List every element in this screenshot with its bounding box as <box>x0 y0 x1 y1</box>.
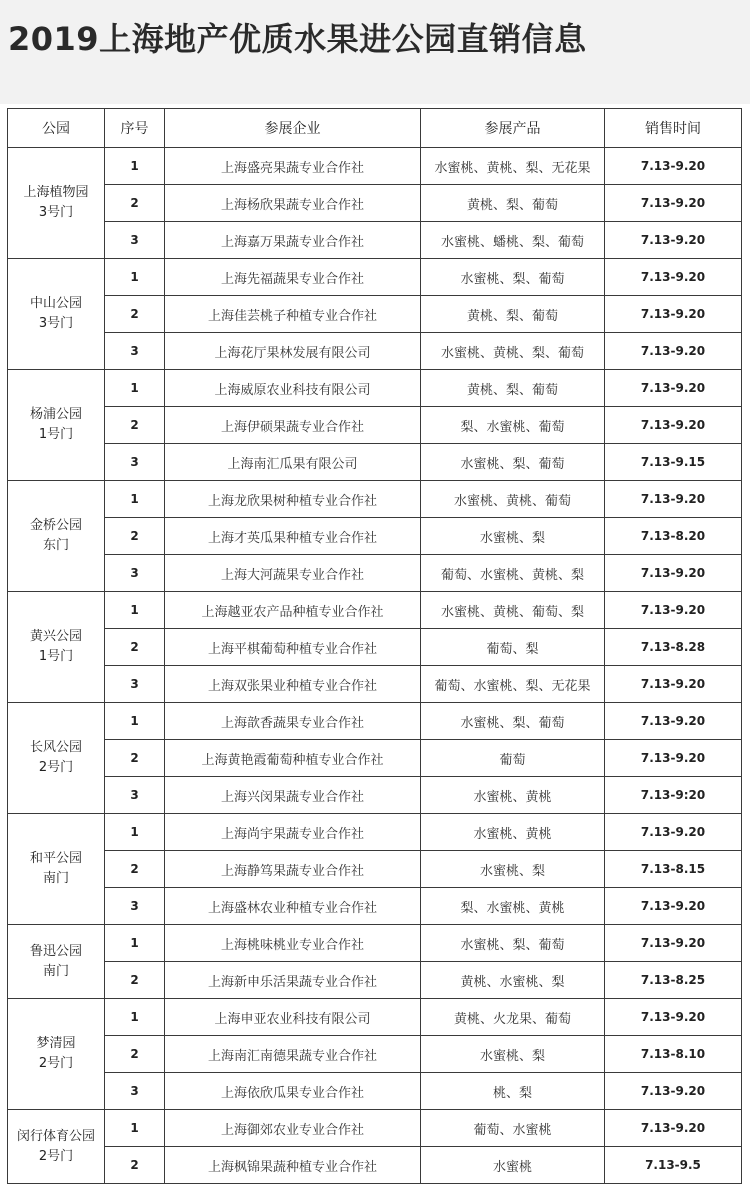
company-cell: 上海才英瓜果种植专业合作社 <box>165 518 421 555</box>
table-sheet <box>0 104 750 1187</box>
table-row <box>8 333 742 370</box>
products-cell: 梨、水蜜桃、黄桃 <box>421 888 605 925</box>
park-name: 金桥公园 <box>29 518 82 533</box>
products-cell: 水蜜桃、黄桃、葡萄、梨 <box>421 592 605 629</box>
table-body <box>8 148 742 1184</box>
row-number-cell: 2 <box>105 740 165 777</box>
products-cell: 葡萄、水蜜桃 <box>421 1110 605 1147</box>
row-number-cell: 3 <box>105 222 165 259</box>
table-row <box>8 814 742 851</box>
park-gate: 3号门 <box>38 205 74 220</box>
row-number-cell: 1 <box>105 703 165 740</box>
park-name-cell <box>8 148 105 259</box>
sale-period-cell: 7.13-9.20 <box>605 703 742 740</box>
company-cell: 上海先福蔬果专业合作社 <box>165 259 421 296</box>
row-number-cell: 2 <box>105 185 165 222</box>
row-number-cell: 2 <box>105 518 165 555</box>
table-row <box>8 666 742 703</box>
row-number-cell: 2 <box>105 407 165 444</box>
row-number-cell: 1 <box>105 925 165 962</box>
table-row <box>8 777 742 814</box>
company-cell: 上海黄艳霞葡萄种植专业合作社 <box>165 740 421 777</box>
sale-period-cell: 7.13-9.5 <box>605 1147 742 1184</box>
products-cell: 黄桃、水蜜桃、梨 <box>421 962 605 999</box>
header-park: 公园 <box>8 109 105 148</box>
table-row <box>8 481 742 518</box>
park-name-cell <box>8 1110 105 1184</box>
company-cell: 上海申亚农业科技有限公司 <box>165 999 421 1036</box>
sale-period-cell: 7.13-9.20 <box>605 1073 742 1110</box>
company-cell: 上海嘉万果蔬专业合作社 <box>165 222 421 259</box>
company-cell: 上海南汇南德果蔬专业合作社 <box>165 1036 421 1073</box>
sale-period-cell: 7.13-9.20 <box>605 888 742 925</box>
row-number-cell: 3 <box>105 1073 165 1110</box>
table-row <box>8 888 742 925</box>
row-number-cell: 3 <box>105 777 165 814</box>
park-name-cell <box>8 999 105 1110</box>
sale-period-cell: 7.13-9.20 <box>605 740 742 777</box>
products-cell: 黄桃、梨、葡萄 <box>421 185 605 222</box>
company-cell: 上海平棋葡萄种植专业合作社 <box>165 629 421 666</box>
table-row <box>8 740 742 777</box>
row-number-cell: 1 <box>105 814 165 851</box>
products-cell: 水蜜桃、梨、葡萄 <box>421 703 605 740</box>
products-cell: 水蜜桃、梨 <box>421 518 605 555</box>
products-cell: 黄桃、梨、葡萄 <box>421 296 605 333</box>
row-number-cell: 1 <box>105 999 165 1036</box>
products-cell: 水蜜桃、梨、葡萄 <box>421 259 605 296</box>
table-row <box>8 148 742 185</box>
products-cell: 水蜜桃、黄桃、梨、无花果 <box>421 148 605 185</box>
table-row <box>8 185 742 222</box>
company-cell: 上海尚宇果蔬专业合作社 <box>165 814 421 851</box>
park-name-cell <box>8 481 105 592</box>
park-gate: 1号门 <box>38 649 74 664</box>
row-number-cell: 1 <box>105 148 165 185</box>
park-name: 长风公园 <box>29 740 82 755</box>
company-cell: 上海静笃果蔬专业合作社 <box>165 851 421 888</box>
table-row <box>8 925 742 962</box>
row-number-cell: 3 <box>105 888 165 925</box>
table-header-row <box>8 109 742 148</box>
sale-period-cell: 7.13-8.28 <box>605 629 742 666</box>
park-name-cell <box>8 592 105 703</box>
sale-period-cell: 7.13-9.20 <box>605 185 742 222</box>
row-number-cell: 1 <box>105 1110 165 1147</box>
header-products: 参展产品 <box>421 109 605 148</box>
page-title: 2019上海地产优质水果进公园直销信息 <box>8 20 587 58</box>
header-sale-period: 销售时间 <box>605 109 742 148</box>
products-cell: 水蜜桃、梨 <box>421 851 605 888</box>
sale-period-cell: 7.13-9:20 <box>605 777 742 814</box>
table-row <box>8 444 742 481</box>
sale-period-cell: 7.13-9.20 <box>605 1110 742 1147</box>
company-cell: 上海南汇瓜果有限公司 <box>165 444 421 481</box>
row-number-cell: 1 <box>105 259 165 296</box>
company-cell: 上海御郊农业专业合作社 <box>165 1110 421 1147</box>
park-name: 中山公园 <box>29 296 82 311</box>
park-name: 和平公园 <box>29 851 82 866</box>
park-name: 上海植物园 <box>23 185 89 200</box>
products-cell: 水蜜桃、蟠桃、梨、葡萄 <box>421 222 605 259</box>
products-cell: 葡萄、水蜜桃、梨、无花果 <box>421 666 605 703</box>
company-cell: 上海新申乐活果蔬专业合作社 <box>165 962 421 999</box>
company-cell: 上海枫锦果蔬种植专业合作社 <box>165 1147 421 1184</box>
table-row <box>8 1110 742 1147</box>
row-number-cell: 3 <box>105 555 165 592</box>
table-row <box>8 370 742 407</box>
table-row <box>8 1036 742 1073</box>
park-gate: 2号门 <box>38 1056 74 1071</box>
row-number-cell: 3 <box>105 444 165 481</box>
park-gate: 南门 <box>42 871 69 886</box>
park-gate: 2号门 <box>38 760 74 775</box>
products-cell: 葡萄 <box>421 740 605 777</box>
company-cell: 上海威原农业科技有限公司 <box>165 370 421 407</box>
row-number-cell: 2 <box>105 1036 165 1073</box>
table-row <box>8 1073 742 1110</box>
row-number-cell: 2 <box>105 1147 165 1184</box>
table-row <box>8 518 742 555</box>
table-row <box>8 999 742 1036</box>
sale-period-cell: 7.13-9.15 <box>605 444 742 481</box>
park-name-cell <box>8 703 105 814</box>
products-cell: 水蜜桃、黄桃 <box>421 814 605 851</box>
table-row <box>8 555 742 592</box>
row-number-cell: 1 <box>105 592 165 629</box>
company-cell: 上海桃味桃业专业合作社 <box>165 925 421 962</box>
park-gate: 东门 <box>42 538 69 553</box>
park-name-cell <box>8 370 105 481</box>
row-number-cell: 2 <box>105 629 165 666</box>
sale-period-cell: 7.13-9.20 <box>605 370 742 407</box>
table-row <box>8 592 742 629</box>
table-row <box>8 222 742 259</box>
sale-period-cell: 7.13-8.15 <box>605 851 742 888</box>
sale-period-cell: 7.13-9.20 <box>605 259 742 296</box>
products-cell: 葡萄、水蜜桃、黄桃、梨 <box>421 555 605 592</box>
company-cell: 上海伊硕果蔬专业合作社 <box>165 407 421 444</box>
company-cell: 上海大河蔬果专业合作社 <box>165 555 421 592</box>
park-name: 杨浦公园 <box>29 407 82 422</box>
sale-period-cell: 7.13-8.10 <box>605 1036 742 1073</box>
sale-period-cell: 7.13-9.20 <box>605 814 742 851</box>
products-cell: 水蜜桃、黄桃 <box>421 777 605 814</box>
row-number-cell: 2 <box>105 962 165 999</box>
row-number-cell: 3 <box>105 333 165 370</box>
park-name-cell <box>8 814 105 925</box>
park-name: 黄兴公园 <box>29 629 82 644</box>
table-row <box>8 703 742 740</box>
sale-period-cell: 7.13-9.20 <box>605 999 742 1036</box>
company-cell: 上海盛亮果蔬专业合作社 <box>165 148 421 185</box>
row-number-cell: 1 <box>105 370 165 407</box>
sale-period-cell: 7.13-9.20 <box>605 407 742 444</box>
table-row <box>8 296 742 333</box>
park-name-cell <box>8 925 105 999</box>
sale-period-cell: 7.13-9.20 <box>605 148 742 185</box>
park-gate: 3号门 <box>38 316 74 331</box>
company-cell: 上海越亚农产品种植专业合作社 <box>165 592 421 629</box>
company-cell: 上海龙欣果树种植专业合作社 <box>165 481 421 518</box>
sale-period-cell: 7.13-9.20 <box>605 222 742 259</box>
park-name-cell <box>8 259 105 370</box>
park-gate: 2号门 <box>38 1148 74 1164</box>
row-number-cell: 2 <box>105 296 165 333</box>
table-row <box>8 407 742 444</box>
park-gate: 南门 <box>42 963 69 979</box>
products-cell: 水蜜桃、梨 <box>421 1036 605 1073</box>
sale-period-cell: 7.13-9.20 <box>605 592 742 629</box>
park-gate: 1号门 <box>38 427 74 442</box>
products-cell: 水蜜桃、黄桃、梨、葡萄 <box>421 333 605 370</box>
park-name: 鲁迅公园 <box>29 943 82 959</box>
products-cell: 水蜜桃 <box>421 1147 605 1184</box>
table-row <box>8 629 742 666</box>
products-cell: 水蜜桃、黄桃、葡萄 <box>421 481 605 518</box>
sale-period-cell: 7.13-9.20 <box>605 925 742 962</box>
products-cell: 黄桃、梨、葡萄 <box>421 370 605 407</box>
products-cell: 水蜜桃、梨、葡萄 <box>421 444 605 481</box>
row-number-cell: 3 <box>105 666 165 703</box>
sale-period-cell: 7.13-8.25 <box>605 962 742 999</box>
company-cell: 上海依欣瓜果专业合作社 <box>165 1073 421 1110</box>
company-cell: 上海盛林农业种植专业合作社 <box>165 888 421 925</box>
row-number-cell: 1 <box>105 481 165 518</box>
products-cell: 水蜜桃、梨、葡萄 <box>421 925 605 962</box>
header-company: 参展企业 <box>165 109 421 148</box>
company-cell: 上海兴闵果蔬专业合作社 <box>165 777 421 814</box>
sale-period-cell: 7.13-9.20 <box>605 333 742 370</box>
products-cell: 桃、梨 <box>421 1073 605 1110</box>
sale-period-cell: 7.13-8.20 <box>605 518 742 555</box>
row-number-cell: 2 <box>105 851 165 888</box>
park-name: 闵行体育公园 <box>16 1128 95 1144</box>
sale-period-cell: 7.13-9.20 <box>605 296 742 333</box>
products-cell: 梨、水蜜桃、葡萄 <box>421 407 605 444</box>
sale-period-cell: 7.13-9.20 <box>605 481 742 518</box>
products-cell: 黄桃、火龙果、葡萄 <box>421 999 605 1036</box>
sale-period-cell: 7.13-9.20 <box>605 666 742 703</box>
company-cell: 上海歆香蔬果专业合作社 <box>165 703 421 740</box>
table-row <box>8 962 742 999</box>
sale-period-cell: 7.13-9.20 <box>605 555 742 592</box>
company-cell: 上海杨欣果蔬专业合作社 <box>165 185 421 222</box>
company-cell: 上海双张果业种植专业合作社 <box>165 666 421 703</box>
fruit-sales-table <box>7 108 742 1184</box>
products-cell: 葡萄、梨 <box>421 629 605 666</box>
park-name: 梦清园 <box>36 1036 76 1051</box>
company-cell: 上海佳芸桃子种植专业合作社 <box>165 296 421 333</box>
company-cell: 上海花厅果林发展有限公司 <box>165 333 421 370</box>
header-number: 序号 <box>105 109 165 148</box>
table-row <box>8 1147 742 1184</box>
table-row <box>8 259 742 296</box>
table-row <box>8 851 742 888</box>
